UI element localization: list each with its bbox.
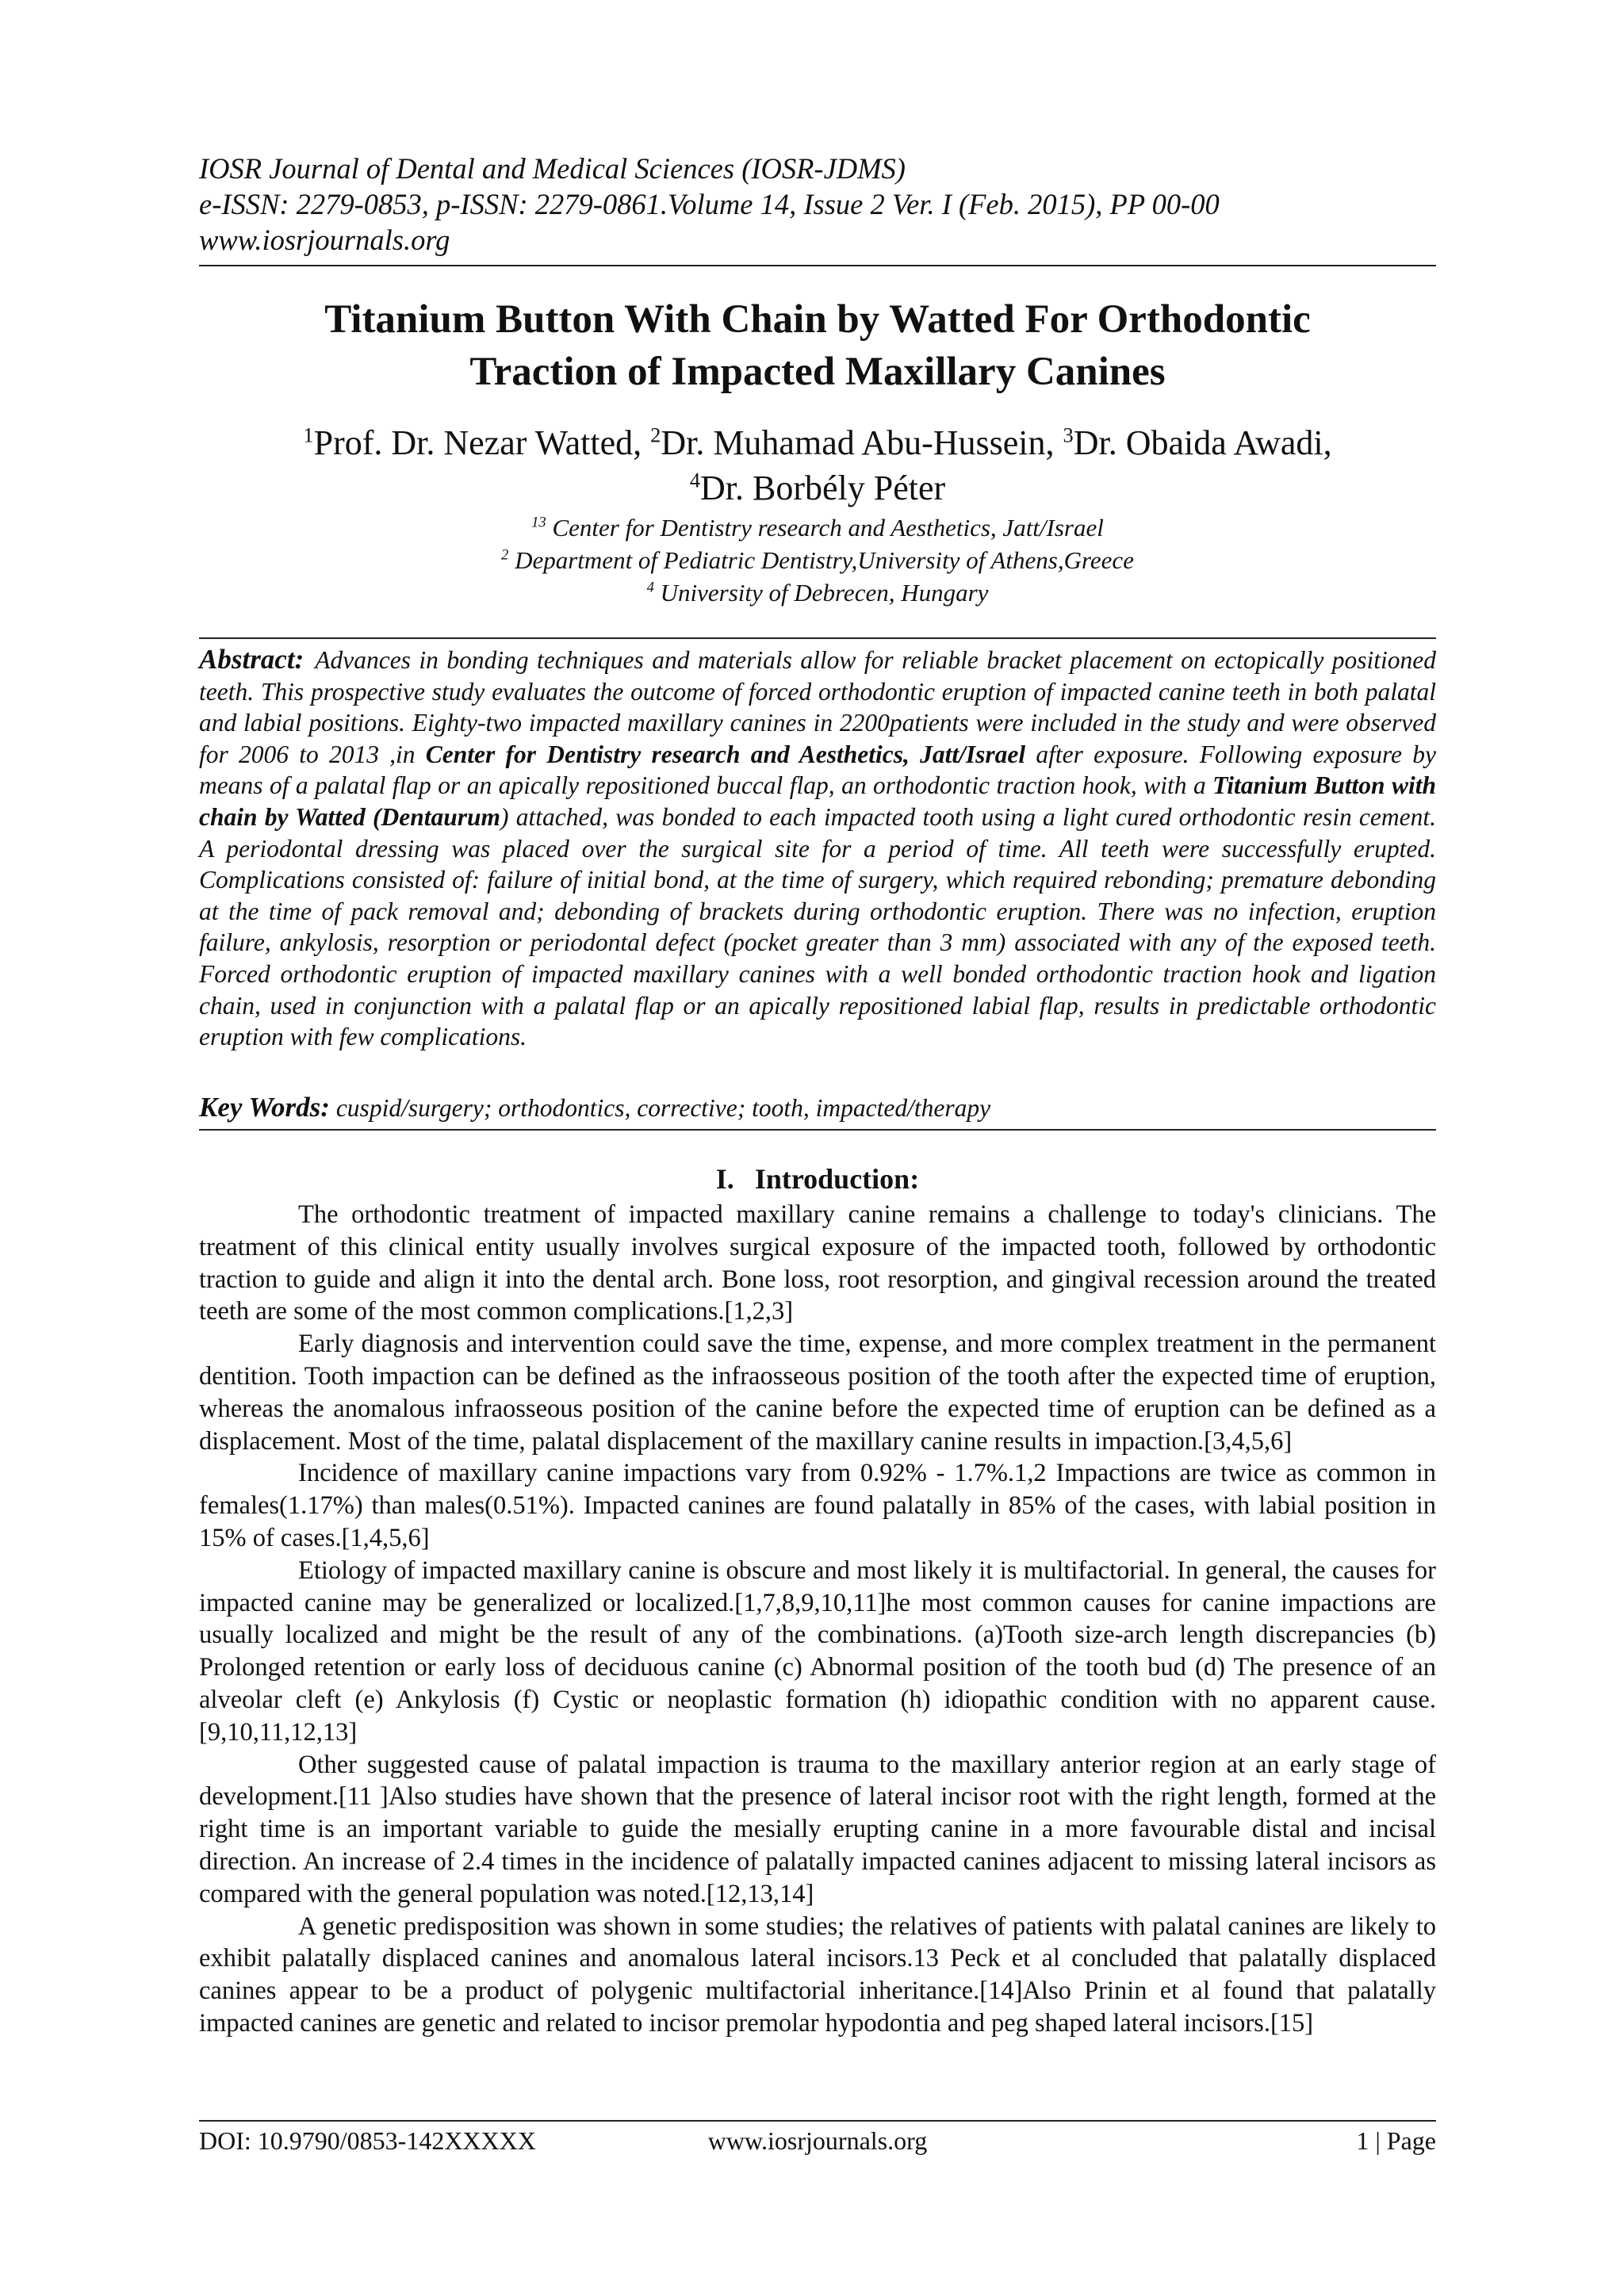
author-3: Dr. Obaida Awadi, [1073,423,1332,462]
author-4: Dr. Borbély Péter [700,469,946,507]
author-3-index: 3 [1063,423,1074,447]
body-paragraph: Early diagnosis and intervention could save the time, expense, and more complex treatment in the permanent dentition. Tooth impaction can be defined as the infraosseous position of the tooth after the expected time of eruption, whereas the anomalous infraosseous position of the canine before the expected time of eruption can be defined as a displacement. Most of the time, palatal displacement of the maxillary canine results in impaction.[3,4,5,6] [199,1330,1436,1456]
footer-page-number: 1 | Page [1356,2126,1436,2155]
abstract-bottom-rule [199,1129,1436,1131]
body-paragraph: Etiology of impacted maxillary canine is obscure and most likely it is multifactorial. In general, the causes for impacted canine may be generalized or localized.[1,7,8,9,10,11]he most common causes for canine impactions are usually localized and might be the result of any of the combinations. (a)Tooth size-arch length discrepancies (b) Prolonged retention or early loss of deciduous canine (c) Abnormal position of the tooth bud (d) The presence of an alveolar cleft (e) Ankylosis (f) Cystic or neoplastic formation (h) idiopathic condition with no apparent cause.[9,10,11,12,13] [199,1556,1436,1747]
abstract-text: ) attached, was bonded to each impacted tooth using a light cured orthodontic resin cement. A periodontal dressing was placed over the surgical site for a period of time. All teeth were successfully erupted. Complications consisted of: failure of initial bond, at the time of surgery, which required rebonding; premature debonding at the time of pack removal and; debonding of brackets during orthodontic eruption. There was no infection, eruption failure, ankylosis, resorption or periodontal defect (pocket greater than 3 mm) associated with any of the exposed teeth. Forced orthodontic eruption of impacted maxillary canines with a well bonded orthodontic traction hook and ligation chain, used in conjunction with a palatal flap or an apically repositioned labial flap, results in predictable orthodontic eruption with few complications. [199,802,1436,1051]
section-heading [199,1161,1436,1196]
affiliation-index: 4 [646,579,654,596]
body-paragraph: Other suggested cause of palatal impaction is trauma to the maxillary anterior region at an early stage of development.[11 ]Also studies have shown that the presence of lateral incisor root with the right length, formed at the right time is an important variable to guide the mesially erupting canine in a more favourable distal and incisal direction. An increase of 2.4 times in the incidence of palatally impacted canines adjacent to missing lateral incisors as compared with the general population was noted.[12,13,14] [199,1750,1436,1908]
abstract-text: Advances in bonding techniques and materials allow for reliable bracket placement on ectopically positioned teeth. This prospective study evaluates the outcome of forced orthodontic eruption of impacted canine teeth in both palatal and labial positions. Eighty-two impacted maxillary canines in 2200patients were included in the study and were observed for 2006 to 2013 ,in [199,646,1436,768]
keywords [199,1092,1436,1124]
author-2-index: 2 [650,423,661,447]
affiliation-text: Center for Dentistry research and Aesthetics, Jatt/Israel [546,514,1104,541]
affiliation-index: 2 [501,546,509,564]
affiliation [199,544,1436,576]
keywords-text: cuspid/surgery; orthodontics, corrective; tooth, impacted/therapy [329,1094,991,1122]
affiliation-index: 13 [531,514,546,531]
authors-line-1 [199,420,1436,465]
author-1: Prof. Dr. Nezar Watted, [313,423,651,462]
journal-header [199,151,1436,258]
title-line-2: Traction of Impacted Maxillary Canines [469,350,1166,394]
footer-doi: DOI: 10.9790/0853-142XXXXX [199,2126,536,2155]
section-number: I. [715,1163,734,1195]
journal-website: www.iosrjournals.org [199,224,450,256]
abstract-text: after exposure. Following exposure by means of a palatal flap or an apically repositioned buccal flap, an orthodontic traction hook, with a [199,740,1436,800]
journal-name: IOSR Journal of Dental and Medical Sciences (IOSR-JDMS) [199,152,906,185]
abstract-top-rule [199,637,1436,639]
page-footer [199,2123,1436,2158]
title-line-1: Titanium Button With Chain by Watted For Orthodontic [324,297,1311,342]
affiliation-text: Department of Pediatric Dentistry,University of Athens,Greece [508,546,1134,574]
abstract-emphasis: Center for Dentistry research and Aesthetics, Jatt/Israel [425,740,1026,768]
abstract [199,644,1436,1053]
keywords-label: Key Words: [199,1092,330,1123]
author-4-index: 4 [689,468,701,492]
section-title: Introduction: [754,1163,920,1195]
body-paragraph: Incidence of maxillary canine impactions vary from 0.92% - 1.7%.1,2 Impactions are twice as common in females(1.17%) than males(0.51%). Impacted canines are found palatally in 85% of the cases, with labial position in 15% of cases.[1,4,5,6] [199,1459,1436,1552]
affiliation [199,576,1436,609]
author-2: Dr. Muhamad Abu-Hussein, [661,423,1063,462]
abstract-emphasis: Titanium Button with chain by Watted (Dentaurum [199,771,1436,831]
body-paragraph: The orthodontic treatment of impacted maxillary canine remains a challenge to today's clinicians. The treatment of this clinical entity usually involves surgical exposure of the impacted tooth, followed by orthodontic traction to guide and align it into the dental arch. Bone loss, root resorption, and gingival recession around the treated teeth are some of the most common complications.[1,2,3] [199,1200,1436,1326]
affiliations [199,511,1436,609]
paper-title [199,293,1436,398]
authors-line-2 [199,465,1436,511]
body-paragraph: A genetic predisposition was shown in some studies; the relatives of patients with palatal canines are likely to exhibit palatally displaced canines and anomalous lateral incisors.13 Peck et al concluded that palatally displaced canines appear to be a product of polygenic multifactorial inheritance.[14]Also Prinin et al found that palatally impacted canines are genetic and related to incisor premolar hypodontia and peg shaped lateral incisors.[15] [199,1911,1436,2038]
journal-issn: e-ISSN: 2279-0853, p-ISSN: 2279-0861.Volume 14, Issue 2 Ver. I (Feb. 2015), PP 00-00 [199,188,1220,220]
author-1-index: 1 [303,423,314,447]
footer-rule [199,2120,1436,2122]
introduction-body [199,1199,1436,2040]
header-rule [199,265,1436,266]
affiliation [199,511,1436,544]
affiliation-text: University of Debrecen, Hungary [653,579,989,607]
footer-website: www.iosrjournals.org [707,2126,928,2155]
author-list [199,420,1436,511]
abstract-label: Abstract: [199,644,304,675]
